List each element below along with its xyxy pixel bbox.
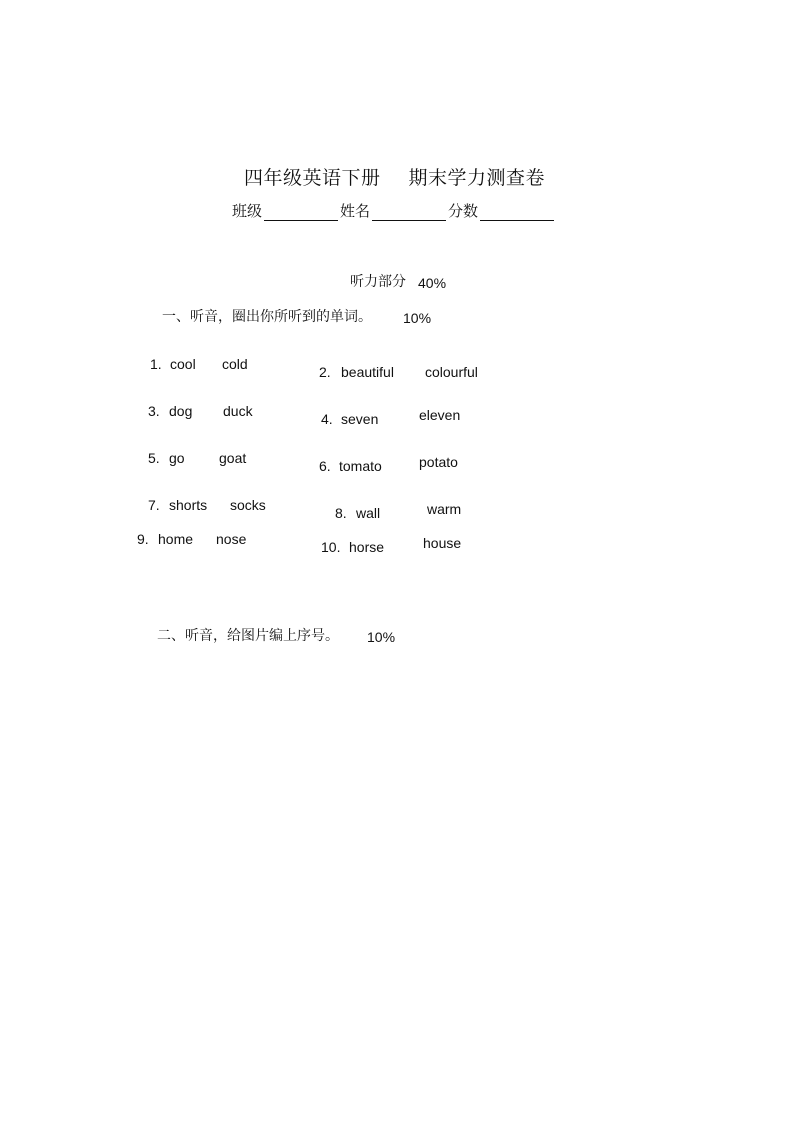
item-9-number: 9. [137, 531, 149, 547]
page-title [244, 163, 545, 190]
item-8-word-a[interactable]: wall [356, 505, 381, 521]
student-info-line [232, 200, 556, 221]
title-part2: 期末学力测查卷 [408, 168, 546, 189]
score-blank[interactable] [480, 204, 554, 221]
section1-percent: 10% [403, 310, 432, 326]
listening-percent: 40% [418, 275, 447, 291]
item-1-word-a[interactable]: cool [170, 356, 196, 372]
item-8-word-b[interactable]: warm [427, 501, 462, 517]
item-4-word-b[interactable]: eleven [419, 407, 461, 423]
item-9-word-a[interactable]: home [158, 531, 194, 547]
item-1-word-b[interactable]: cold [222, 356, 248, 372]
item-10-number: 10. [321, 539, 341, 555]
item-7-word-a[interactable]: shorts [169, 497, 208, 513]
item-2-number: 2. [319, 364, 331, 380]
item-5-word-a[interactable]: go [169, 450, 185, 466]
class-blank[interactable] [264, 204, 338, 221]
item-5-number: 5. [148, 450, 160, 466]
score-label: 分数 [448, 203, 479, 220]
item-3-number: 3. [148, 403, 160, 419]
item-4-word-a[interactable]: seven [341, 411, 379, 427]
name-label: 姓名 [340, 203, 371, 220]
name-blank[interactable] [372, 204, 446, 221]
item-2-word-a[interactable]: beautiful [341, 364, 394, 380]
item-6-number: 6. [319, 458, 331, 474]
item-7-word-b[interactable]: socks [230, 497, 266, 513]
item-6-word-b[interactable]: potato [419, 454, 458, 470]
section2-percent: 10% [367, 629, 396, 645]
item-5-word-b[interactable]: goat [219, 450, 247, 466]
item-10-word-b[interactable]: house [423, 535, 462, 551]
item-6-word-a[interactable]: tomato [339, 458, 382, 474]
title-part1: 四年级英语下册 [244, 168, 381, 189]
section2-instruction: 二、听音，给图片编上序号。 [157, 627, 339, 643]
listening-label: 听力部分 [350, 273, 406, 289]
section1-instruction: 一、听音，圈出你所听到的单词。 [162, 308, 372, 324]
item-10-word-a[interactable]: horse [349, 539, 385, 555]
class-label: 班级 [232, 203, 263, 220]
item-2-word-b[interactable]: colourful [425, 364, 478, 380]
item-3-word-b[interactable]: duck [223, 403, 253, 419]
item-3-word-a[interactable]: dog [169, 403, 193, 419]
item-4-number: 4. [321, 411, 333, 427]
item-9-word-b[interactable]: nose [216, 531, 247, 547]
item-7-number: 7. [148, 497, 160, 513]
item-8-number: 8. [335, 505, 347, 521]
item-1-number: 1. [150, 356, 162, 372]
